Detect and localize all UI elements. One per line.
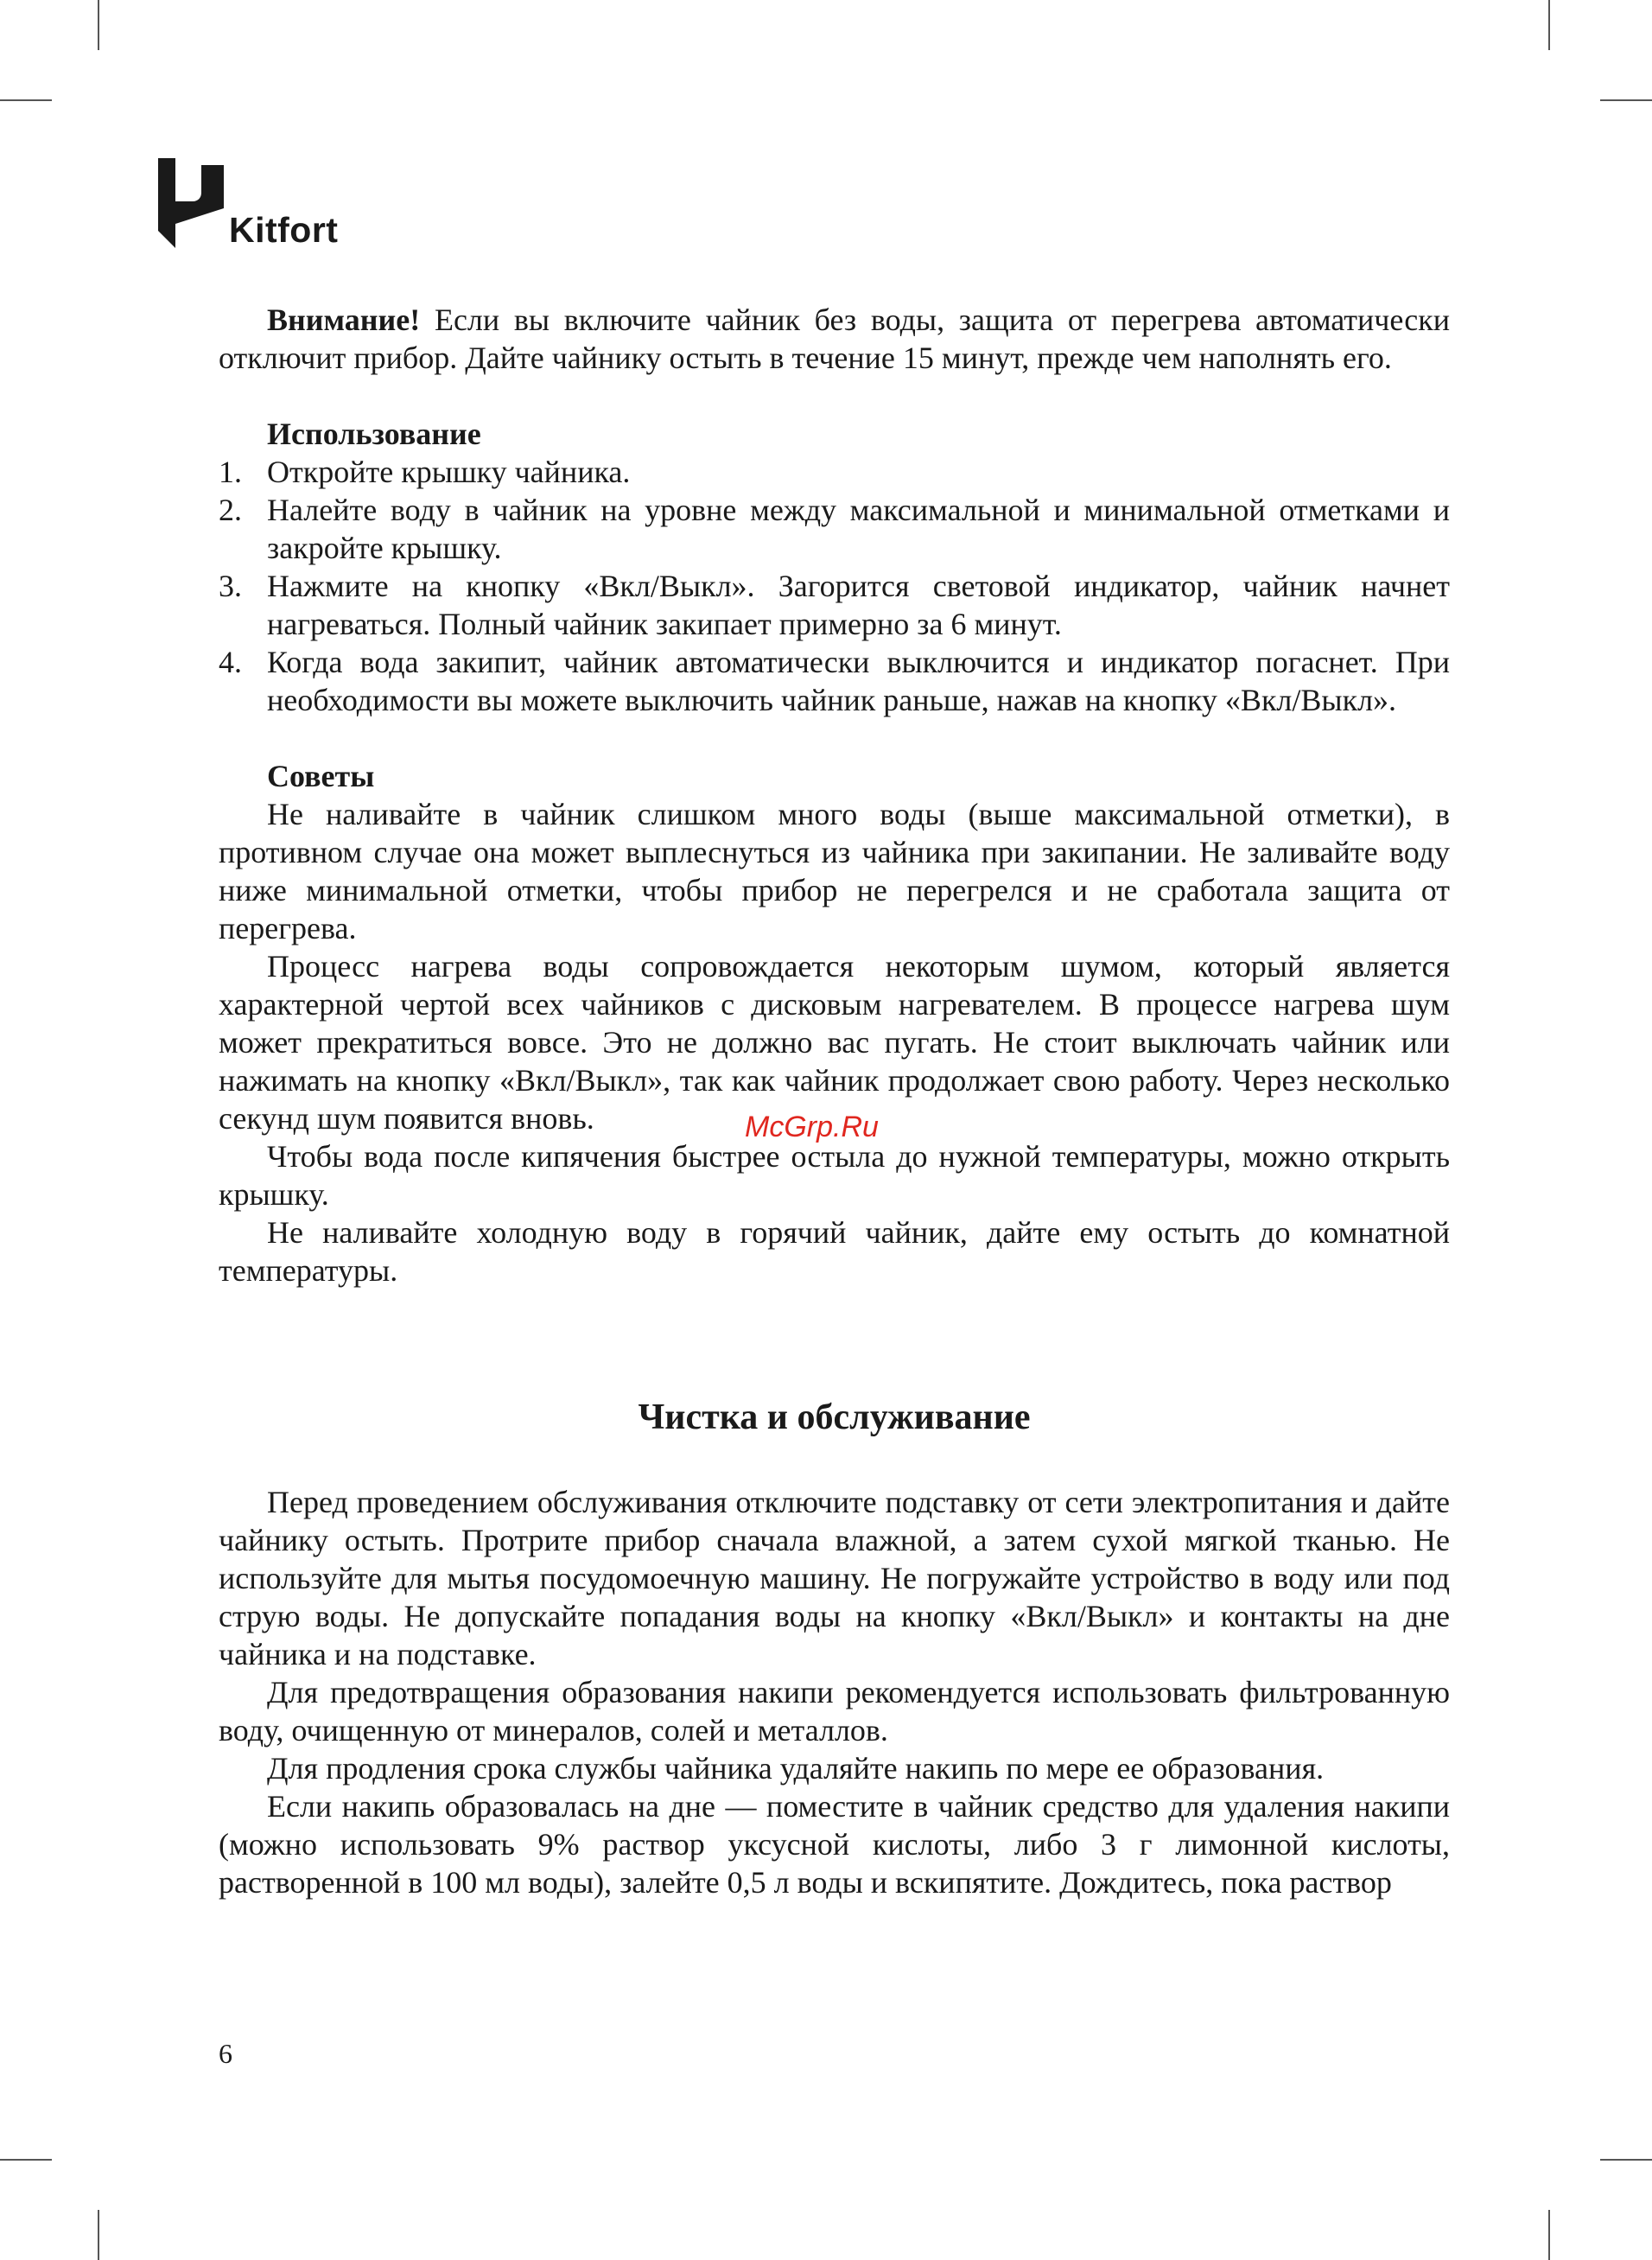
cleaning-paragraph: Перед проведением обслуживания отключите подставку от сети электропитания и дайте чайнику остыть. Протрите прибор сначала влажной, а затем сухой мягкой тканью. Не используйте для мытья посудомоечную машину. Не погружайте устройство в воду или под струю воды. Не допускайте попадания воды на кнопку «Вкл/Выкл» и контакты на дне чайника и на подставке. <box>219 1485 1450 1671</box>
crop-mark <box>1600 99 1652 101</box>
usage-steps <box>219 453 1450 719</box>
warning-label: Внимание! <box>267 302 421 337</box>
step-number: 4. <box>219 645 242 679</box>
crop-mark <box>1548 0 1550 50</box>
tips-paragraph: Чтобы вода после кипячения быстрее остыла до нужной температуры, можно открыть крышку. <box>219 1139 1450 1212</box>
step-text: Нажмите на кнопку «Вкл/Выкл». Загорится световой индикатор, чайник начнет нагреваться. Полный чайник закипает примерно за 6 минут. <box>267 569 1450 641</box>
list-item <box>219 453 1450 491</box>
kitfort-logo-icon <box>158 158 224 248</box>
cleaning-title: Чистка и обслуживание <box>638 1397 1031 1437</box>
crop-mark <box>98 2210 99 2260</box>
step-number: 2. <box>219 493 242 527</box>
step-number: 1. <box>219 455 242 489</box>
usage-heading: Использование <box>267 417 481 451</box>
step-number: 3. <box>219 569 242 603</box>
step-text: Откройте крышку чайника. <box>267 455 631 489</box>
list-item <box>219 491 1450 567</box>
step-text: Когда вода закипит, чайник автоматически выключится и индикатор погаснет. При необходимости вы можете выключить чайник раньше, нажав на кнопку «Вкл/Выкл». <box>267 645 1450 717</box>
warning-text: Если вы включите чайник без воды, защита от перегрева автоматически отключит прибор. Дайте чайнику остыть в течение 15 минут, прежде чем наполнять его. <box>219 302 1450 375</box>
tips-paragraph: Не наливайте холодную воду в горячий чайник, дайте ему остыть до комнатной температуры. <box>219 1215 1450 1288</box>
logo-text: Kitfort <box>229 210 339 250</box>
step-text: Налейте воду в чайник на уровне между максимальной и минимальной отметками и закройте крышку. <box>267 493 1450 565</box>
crop-mark <box>0 99 52 101</box>
page-number: 6 <box>219 2038 232 2069</box>
list-item <box>219 643 1450 719</box>
watermark: McGrp.Ru <box>745 1111 879 1143</box>
cleaning-paragraph: Для предотвращения образования накипи рекомендуется использовать фильтрованную воду, очищенную от минералов, солей и металлов. <box>219 1675 1450 1748</box>
kitfort-logo <box>158 158 338 248</box>
warning-paragraph <box>219 301 1450 377</box>
list-item <box>219 567 1450 643</box>
crop-mark <box>0 2159 52 2161</box>
document-body <box>219 301 1450 1901</box>
crop-mark <box>1600 2159 1652 2161</box>
crop-mark <box>1548 2210 1550 2260</box>
crop-mark <box>98 0 99 50</box>
cleaning-paragraph: Если накипь образовалась на дне — поместите в чайник средство для удаления накипи (можно использовать 9% раствор уксусной кислоты, либо 3 г лимонной кислоты, растворенной в 100 мл воды), залейте 0,5 л воды и вскипятите. Дождитесь, пока раствор <box>219 1789 1450 1900</box>
tips-heading: Советы <box>267 759 375 793</box>
tips-paragraph: Не наливайте в чайник слишком много воды (выше максимальной отметки), в противном случае она может выплеснуться из чайника при закипании. Не заливайте воду ниже минимальной отметки, чтобы прибор не перегрелся и не сработала защита от перегрева. <box>219 797 1450 945</box>
cleaning-paragraph: Для продления срока службы чайника удаляйте накипь по мере ее образования. <box>267 1751 1325 1786</box>
tips-paragraph: Процесс нагрева воды сопровождается некоторым шумом, который является характерной чертой всех чайников с дисковым нагревателем. В процессе нагрева шум может прекратиться вовсе. Это не должно вас пугать. Не стоит выключать чайник или нажимать на кнопку «Вкл/Выкл», так как чайник продолжает свою работу. Через несколько секунд шум появится вновь. <box>219 949 1450 1136</box>
